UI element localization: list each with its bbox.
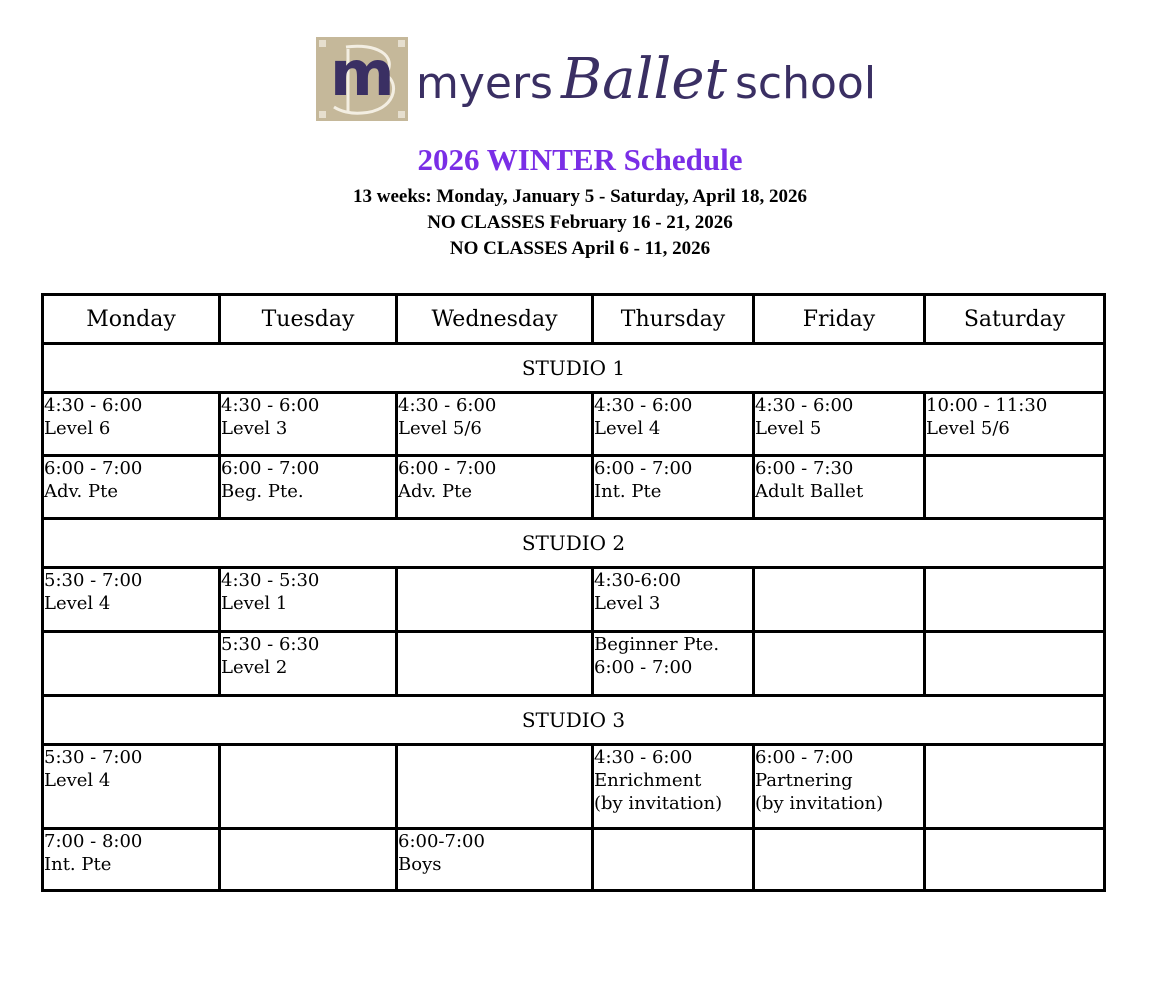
empty-cell	[397, 568, 593, 632]
class-time: 6:00 - 7:00	[44, 458, 143, 479]
class-time: 4:30 - 5:30	[221, 570, 320, 591]
class-name: Boys	[398, 854, 442, 875]
logo-mark-letter: m	[330, 37, 395, 110]
class-name: Adv. Pte	[44, 481, 118, 502]
day-header-friday: Friday	[754, 295, 925, 344]
empty-cell	[220, 829, 397, 891]
no-classes-april: NO CLASSES April 6 - 11, 2026	[449, 238, 711, 259]
class-time: 6:00 - 7:00	[398, 458, 497, 479]
class-cell	[43, 393, 220, 456]
class-cell	[397, 456, 593, 519]
class-name: Level 3	[594, 593, 661, 614]
class-name: Level 5/6	[398, 418, 482, 439]
schedule-table	[41, 293, 1106, 892]
day-header-wednesday: Wednesday	[397, 295, 593, 344]
class-name: Beg. Pte.	[221, 481, 304, 502]
class-time: 7:00 - 8:00	[44, 831, 143, 852]
studio-header-row	[43, 519, 1105, 568]
class-cell	[593, 745, 754, 829]
class-time: 6:00 - 7:00	[755, 747, 854, 768]
empty-cell	[925, 745, 1105, 829]
class-name: Level 5	[755, 418, 822, 439]
class-cell	[43, 829, 220, 891]
class-name: Beginner Pte.	[594, 634, 720, 655]
class-time: 4:30-6:00	[594, 570, 681, 591]
empty-cell	[754, 568, 925, 632]
class-cell	[220, 632, 397, 696]
class-cell	[754, 745, 925, 829]
studio-header-row	[43, 344, 1105, 393]
class-name: Level 4	[594, 418, 661, 439]
class-name: Level 1	[221, 593, 288, 614]
class-cell	[593, 393, 754, 456]
school-logo	[316, 37, 876, 121]
empty-cell	[43, 632, 220, 696]
day-header-saturday: Saturday	[925, 295, 1105, 344]
empty-cell	[925, 829, 1105, 891]
class-cell	[397, 829, 593, 891]
day-header-row	[43, 295, 1105, 344]
class-cell	[43, 456, 220, 519]
class-cell	[43, 745, 220, 829]
empty-cell	[754, 632, 925, 696]
class-cell	[220, 568, 397, 632]
class-name: Enrichment	[594, 770, 702, 791]
class-time: 4:30 - 6:00	[221, 395, 320, 416]
studio-header-row	[43, 696, 1105, 745]
table-row	[43, 456, 1105, 519]
class-cell	[220, 456, 397, 519]
class-time: 6:00 - 7:00	[221, 458, 320, 479]
class-name: Partnering	[755, 770, 853, 791]
studio-3-heading: STUDIO 3	[43, 696, 1105, 745]
class-time: 10:00 - 11:30	[926, 395, 1048, 416]
class-time: 5:30 - 6:30	[221, 634, 320, 655]
class-name: Level 4	[44, 770, 111, 791]
term-dates: 13 weeks: Monday, January 5 - Saturday, April 18, 2026	[353, 186, 807, 207]
class-cell	[754, 456, 925, 519]
empty-cell	[397, 632, 593, 696]
empty-cell	[754, 829, 925, 891]
class-cell	[754, 393, 925, 456]
table-row	[43, 829, 1105, 891]
class-name: Adv. Pte	[398, 481, 472, 502]
day-header-monday: Monday	[43, 295, 220, 344]
class-time: 6:00-7:00	[398, 831, 485, 852]
class-time: 4:30 - 6:00	[398, 395, 497, 416]
class-cell	[43, 568, 220, 632]
logo-mark-icon	[316, 37, 408, 121]
table-row	[43, 632, 1105, 696]
class-time: 4:30 - 6:00	[44, 395, 143, 416]
logo-word-ballet: Ballet	[560, 46, 727, 112]
table-row	[43, 568, 1105, 632]
class-time: 5:30 - 7:00	[44, 570, 143, 591]
class-name: Level 4	[44, 593, 111, 614]
class-name: Int. Pte	[594, 481, 662, 502]
empty-cell	[925, 632, 1105, 696]
class-time: 5:30 - 7:00	[44, 747, 143, 768]
empty-cell	[925, 568, 1105, 632]
logo-word-school: school	[735, 57, 877, 109]
class-name: Level 2	[221, 657, 288, 678]
empty-cell	[925, 456, 1105, 519]
no-classes-february: NO CLASSES February 16 - 21, 2026	[427, 212, 733, 233]
class-name: Adult Ballet	[755, 481, 864, 502]
empty-cell	[220, 745, 397, 829]
table-row	[43, 393, 1105, 456]
studio-1-heading: STUDIO 1	[43, 344, 1105, 393]
class-time: 6:00 - 7:00	[594, 657, 693, 678]
class-time: 4:30 - 6:00	[755, 395, 854, 416]
class-name: Level 5/6	[926, 418, 1010, 439]
class-cell	[593, 456, 754, 519]
class-cell	[593, 632, 754, 696]
day-header-thursday: Thursday	[593, 295, 754, 344]
class-note: (by invitation)	[755, 793, 884, 814]
empty-cell	[593, 829, 754, 891]
class-name: Level 3	[221, 418, 288, 439]
class-cell	[220, 393, 397, 456]
class-time: 6:00 - 7:00	[594, 458, 693, 479]
class-cell	[397, 393, 593, 456]
studio-2-heading: STUDIO 2	[43, 519, 1105, 568]
class-cell	[593, 568, 754, 632]
class-name: Int. Pte	[44, 854, 112, 875]
empty-cell	[397, 745, 593, 829]
class-note: (by invitation)	[594, 793, 723, 814]
logo-word-myers: myers	[416, 57, 553, 109]
table-row	[43, 745, 1105, 829]
class-time: 4:30 - 6:00	[594, 747, 693, 768]
day-header-tuesday: Tuesday	[220, 295, 397, 344]
class-name: Level 6	[44, 418, 111, 439]
logo-wordmark	[416, 47, 876, 112]
class-time: 6:00 - 7:30	[755, 458, 854, 479]
page-title: 2026 WINTER Schedule	[417, 142, 743, 177]
class-cell	[925, 393, 1105, 456]
class-time: 4:30 - 6:00	[594, 395, 693, 416]
